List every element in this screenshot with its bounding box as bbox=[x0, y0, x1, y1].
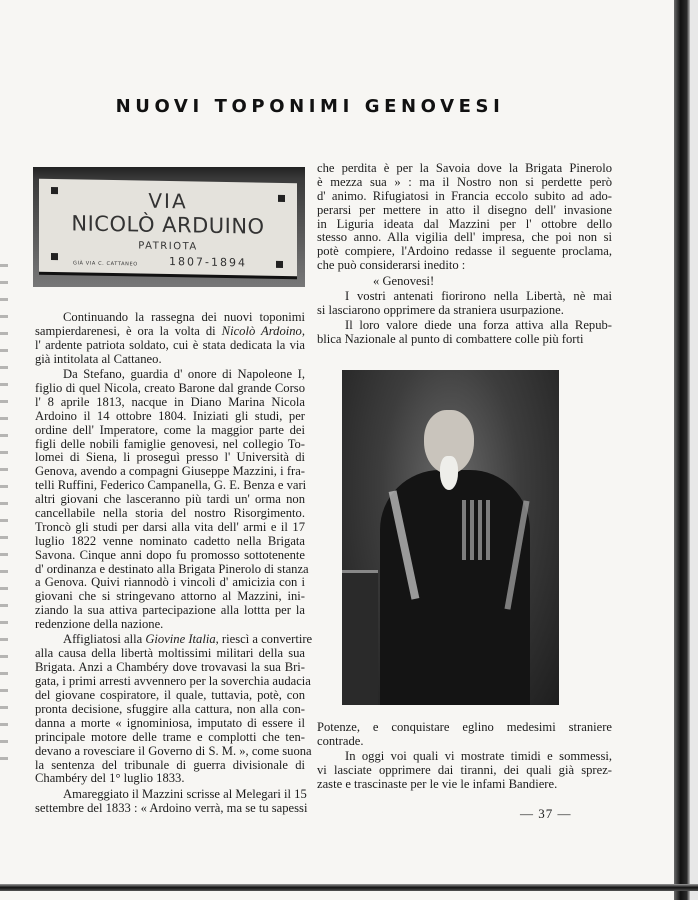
text-line: vi lasciate opprimere dai tiranni, dei quali già sprez- bbox=[317, 763, 612, 778]
text-line: l' 8 aprile 1813, nacque in Diano Marina Nicola bbox=[35, 394, 305, 409]
scan-edge-right bbox=[674, 0, 690, 900]
page-number: — 37 — bbox=[520, 806, 572, 821]
text-line: ordine dell' Imperatore, come la maggior parte dei bbox=[35, 422, 305, 437]
text-line: Il loro valore diede una forza attiva alla Repub- bbox=[345, 318, 612, 333]
text-line: Chambéry del 1° luglio 1833. bbox=[35, 771, 185, 786]
street-plaque bbox=[39, 179, 297, 277]
text-line: Savona. Cinque anni dopo fu promosso sottotenente bbox=[35, 547, 305, 562]
plaque-name: NICOLÒ ARDUINO bbox=[71, 211, 265, 239]
text-line: cancellabile nella storia del nostro Risorgimento. bbox=[35, 505, 305, 520]
text-line: « Genovesi! bbox=[373, 273, 435, 288]
right-column-bottom bbox=[317, 721, 612, 792]
text-line: alla causa della libertà moltissimi militari della sua bbox=[35, 646, 305, 661]
text-line: luglio 1822 venne nominato cadetto nella Brigata bbox=[35, 533, 305, 548]
text-line: principale motore delle trame e complotti che ten- bbox=[35, 729, 305, 744]
portrait-table bbox=[342, 570, 378, 705]
portrait-medals bbox=[462, 500, 492, 560]
portrait-beard bbox=[440, 456, 458, 490]
street-plaque-photo bbox=[33, 167, 305, 287]
text-line: Potenze, e conquistare eglino medesimi straniere bbox=[317, 720, 612, 734]
text-line: del giovane cospiratore, il quale, tuttavia, potè, con bbox=[35, 688, 305, 703]
italic-name: Nicolò Ardoino bbox=[221, 323, 302, 338]
plaque-bolt bbox=[51, 253, 58, 260]
text-line: in Liguria ideata dal Mazzini per l' ottobre dello bbox=[317, 216, 612, 231]
text-line: la sentenza del tribunale di guerra divisionale di bbox=[35, 757, 305, 772]
text-line: Amareggiato il Mazzini scrisse al Melegari il 15 bbox=[63, 786, 307, 801]
text-line: d' animo. Rifugiatosi in Francia eccolo subito ad ado- bbox=[317, 188, 612, 203]
left-column bbox=[35, 310, 313, 816]
text-line: potè compiere, l'Ardoino redasse il seguente proclama, bbox=[317, 244, 612, 259]
text-line: d' ordinanza e destinato alla Brigata Pinerolo di stanza bbox=[35, 561, 309, 576]
text-line: Da Stefano, guardia d' onore di Napoleone I, bbox=[63, 367, 305, 382]
article-title: NUOVI TOPONIMI GENOVESI bbox=[115, 96, 505, 117]
text-segment: , bbox=[301, 323, 305, 338]
text-line: pronta decisione, sfuggire alla cattura, non alla con- bbox=[35, 701, 305, 716]
text-line: Genova, avendo a compagni Giuseppe Mazzini, i fra- bbox=[35, 464, 305, 479]
scan-margin-right bbox=[690, 0, 698, 900]
text-line: giovani che si stringevano attorno al Mazzini, ini- bbox=[35, 589, 305, 604]
text-line: gata, i primi arresti avvennero per la soverchia audacia bbox=[35, 674, 311, 689]
text-line: perarsi per mettere in atto il disegno dell' invasione bbox=[317, 202, 612, 217]
text-line: Brigata. Anzi a Chambéry dove trovavasi la sua Bri- bbox=[35, 660, 305, 675]
text-line: settembre del 1833 : « Ardoino verrà, ma se tu sapessi bbox=[35, 800, 308, 815]
text-line: devano a rovesciare il Governo di S. M. », come suona bbox=[35, 743, 312, 758]
text-line: altri giovani che lasceranno più tardi un' orma non bbox=[35, 492, 305, 507]
plaque-via: VIA bbox=[148, 188, 188, 214]
text-line: si lasciarono opprimere da straniera usurpazione. bbox=[317, 302, 564, 317]
text-line: che perdita è per la Savoia dove la Brigata Pinerolo bbox=[317, 161, 612, 175]
text-line: blica Nazionale al punto di combattere colle più forti bbox=[317, 332, 584, 347]
text-line: danna a morte « ignominiosa, imputato di essere il bbox=[35, 715, 305, 730]
text-line: lomei di Siena, li proseguì presso l' Università di bbox=[35, 450, 305, 465]
text-line: In oggi voi quali vi mostrate timidi e sommessi, bbox=[345, 749, 612, 764]
text-line: che può considerarsi inedito : bbox=[317, 258, 466, 273]
scan-edge-bottom bbox=[0, 884, 698, 891]
plaque-bolt bbox=[276, 261, 283, 268]
right-column-top bbox=[317, 162, 612, 347]
text-segment: , riescì a convertire bbox=[215, 632, 313, 647]
text-line: a Genova. Quivi riannodò i vincoli d' amicizia con i bbox=[35, 575, 305, 590]
text-line: contrade. bbox=[317, 733, 364, 748]
text-line: zaste e trascinaste per le vie le infami Bandiere. bbox=[317, 777, 558, 792]
plaque-old-name: GIÀ VIA C. CATTANEO bbox=[73, 260, 138, 268]
text-line: l' ardente patriota soldato, cui è stata dedicata la via bbox=[35, 337, 305, 352]
text-line: figlio di quel Nicola, creato Barone dal grande Corso bbox=[35, 380, 305, 395]
text-line: Troncò gli studi per darsi alla vita dell' armi e il 17 bbox=[35, 519, 305, 534]
italic-name: Giovine Italia bbox=[145, 632, 216, 647]
text-line: Continuando la rassegna dei nuovi toponimi bbox=[63, 310, 305, 324]
text-line: ziando la sua attiva partecipazione alla lottta per la bbox=[35, 603, 305, 618]
scan-edge-left bbox=[0, 250, 8, 770]
text-line: redenzione della nazione. bbox=[35, 617, 164, 632]
plaque-dates: 1807-1894 bbox=[169, 255, 247, 270]
text-line: stesso anno. Alla vigilia dell' impresa, che poi non si bbox=[317, 230, 612, 245]
text-line bbox=[35, 632, 313, 647]
text-line: I vostri antenati fiorirono nella Libertà, nè mai bbox=[345, 289, 612, 304]
text-segment: sampierdarenesi, è ora la volta di bbox=[35, 323, 222, 338]
plaque-patriota: PATRIOTA bbox=[138, 240, 198, 253]
text-line: telli Ruffini, Federico Campanella, G. E. Benza e vari bbox=[35, 478, 307, 493]
portrait-photo bbox=[342, 370, 559, 705]
text-line: Ardoino il 14 ottobre 1804. Iniziati gli studi, per bbox=[35, 408, 305, 423]
text-segment: Affigliatosi alla bbox=[63, 632, 146, 647]
text-line bbox=[35, 325, 305, 339]
text-line: già intitolata al Cattaneo. bbox=[35, 351, 162, 366]
text-line: figli delle nobili famiglie genovesi, nel collegio To- bbox=[35, 436, 305, 451]
text-line: è mezza sua » : ma il Nostro non si perdette però bbox=[317, 174, 612, 189]
